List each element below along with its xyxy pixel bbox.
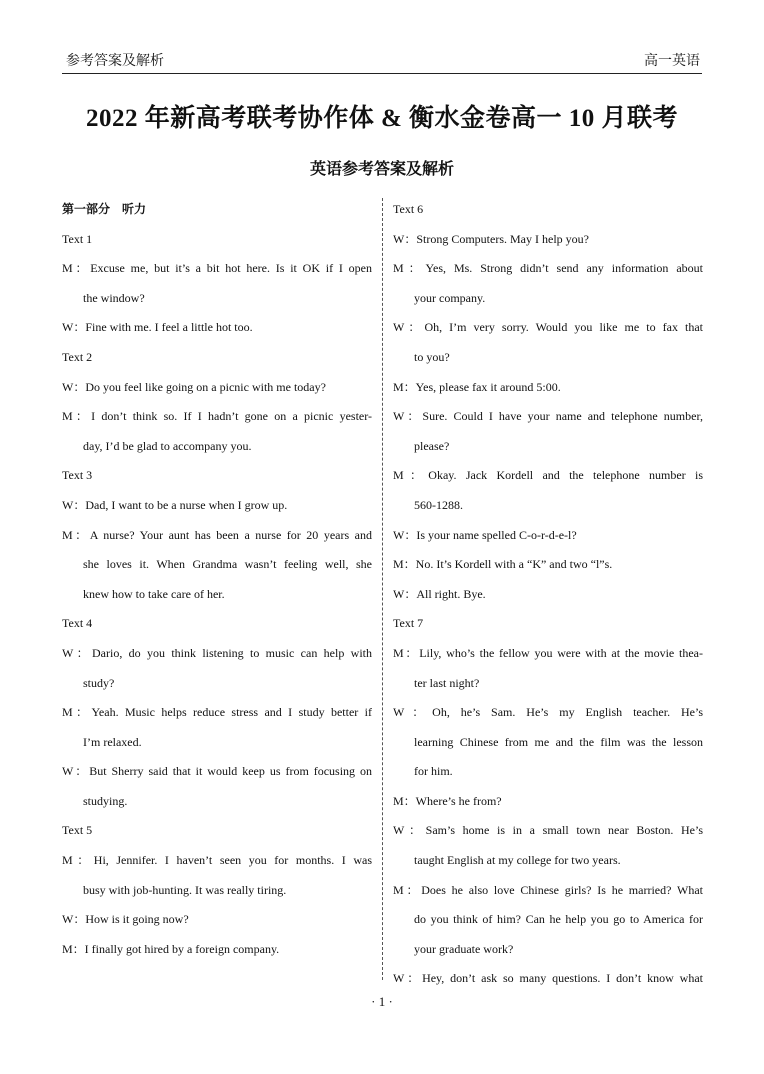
dialogue-label: Text 2 (62, 349, 93, 364)
column-divider (382, 198, 383, 980)
dialogue-line: M：Okay. Jack Kordell and the telephone number is (393, 468, 703, 483)
dialogue-line: M：Lily, who’s the fellow you were with at the movie thea- (393, 645, 703, 660)
dialogue-line: W：Do you feel like going on a picnic with me today? (62, 379, 326, 394)
dialogue-continuation: I’m relaxed. (83, 734, 142, 749)
document-title: 2022 年新高考联考协作体 & 衡水金卷高一 10 月联考 (85, 105, 679, 132)
dialogue-line: W：Strong Computers. May I help you? (393, 231, 589, 246)
dialogue-line: M：Where’s he from? (393, 793, 502, 808)
dialogue-continuation: do you think of him? Can he help you go to America for (414, 912, 703, 927)
dialogue-continuation: the window? (83, 290, 145, 305)
dialogue-line: W：Sam’s home is in a small town near Boston. He’s (393, 823, 703, 838)
dialogue-line: M：No. It’s Kordell with a “K” and two “l”s. (393, 557, 613, 572)
header-right-label: 高一英语 (644, 54, 700, 69)
dialogue-line: W：Dario, do you think listening to music can help with (62, 645, 372, 660)
section-heading: 第一部分 听力 (62, 202, 147, 216)
dialogue-continuation: to you? (414, 349, 450, 364)
dialogue-line: W：But Sherry said that it would keep us from focusing on (62, 764, 372, 779)
dialogue-line: M：Yes, please fax it around 5:00. (393, 379, 561, 394)
dialogue-line: M：Yes, Ms. Strong didn’t send any information about (393, 261, 703, 276)
dialogue-line: M：Does he also love Chinese girls? Is he married? What (393, 882, 703, 897)
dialogue-line: W：Dad, I want to be a nurse when I grow up. (62, 497, 288, 512)
dialogue-label: Text 1 (62, 231, 93, 246)
dialogue-continuation: 560-1288. (414, 497, 463, 512)
dialogue-continuation: study? (83, 675, 115, 690)
dialogue-line: W：Is your name spelled C-o-r-d-e-l? (393, 527, 577, 542)
page-header (60, 46, 700, 70)
dialogue-line: M：I finally got hired by a foreign company. (62, 941, 280, 956)
dialogue-continuation: busy with job-hunting. It was really tiring. (83, 882, 287, 897)
dialogue-label: Text 7 (393, 616, 424, 631)
right-column (393, 195, 703, 994)
header-left-label: 参考答案及解析 (66, 54, 164, 69)
dialogue-line: M：I don’t think so. If I hadn’t gone on a picnic yester- (62, 409, 372, 424)
dialogue-continuation: ter last night? (414, 675, 480, 690)
dialogue-line: M：Hi, Jennifer. I haven’t seen you for months. I was (62, 853, 372, 868)
dialogue-label: Text 3 (62, 468, 93, 483)
dialogue-continuation: studying. (83, 793, 128, 808)
dialogue-continuation: your company. (414, 290, 486, 305)
dialogue-line: W：Oh, I’m very sorry. Would you like me to fax that (393, 320, 703, 335)
dialogue-continuation: for him. (414, 764, 453, 779)
left-column (62, 195, 372, 964)
dialogue-line: W：Sure. Could I have your name and telephone number, (393, 409, 703, 424)
document-subtitle: 英语参考答案及解析 (309, 161, 454, 178)
page-number: · 1 · (371, 994, 393, 1009)
dialogue-line: M：A nurse? Your aunt has been a nurse for 20 years and (62, 527, 372, 542)
dialogue-line: M：Excuse me, but it’s a bit hot here. Is it OK if I open (62, 261, 372, 276)
dialogue-line: W：Oh, he’s Sam. He’s my English teacher. He’s (393, 705, 703, 720)
dialogue-label: Text 4 (62, 616, 93, 631)
dialogue-line: W：All right. Bye. (393, 586, 486, 601)
dialogue-label: Text 6 (393, 202, 424, 216)
dialogue-continuation: she loves it. When Grandma wasn’t feeling well, she (83, 557, 372, 572)
dialogue-line: W：Fine with me. I feel a little hot too. (62, 320, 253, 335)
header-rule (62, 73, 702, 74)
dialogue-line: M：Yeah. Music helps reduce stress and I study better if (62, 705, 372, 720)
dialogue-label: Text 5 (62, 823, 93, 838)
dialogue-continuation: learning Chinese from me and the film was the lesson (414, 734, 703, 749)
dialogue-continuation: your graduate work? (414, 941, 514, 956)
dialogue-continuation: please? (414, 438, 450, 453)
dialogue-line: W：How is it going now? (62, 912, 189, 927)
dialogue-continuation: taught English at my college for two years. (414, 853, 621, 868)
dialogue-continuation: day, I’d be glad to accompany you. (83, 438, 252, 453)
dialogue-continuation: knew how to take care of her. (83, 586, 225, 601)
dialogue-line: W：Hey, don’t ask so many questions. I don’t know what (393, 971, 703, 986)
